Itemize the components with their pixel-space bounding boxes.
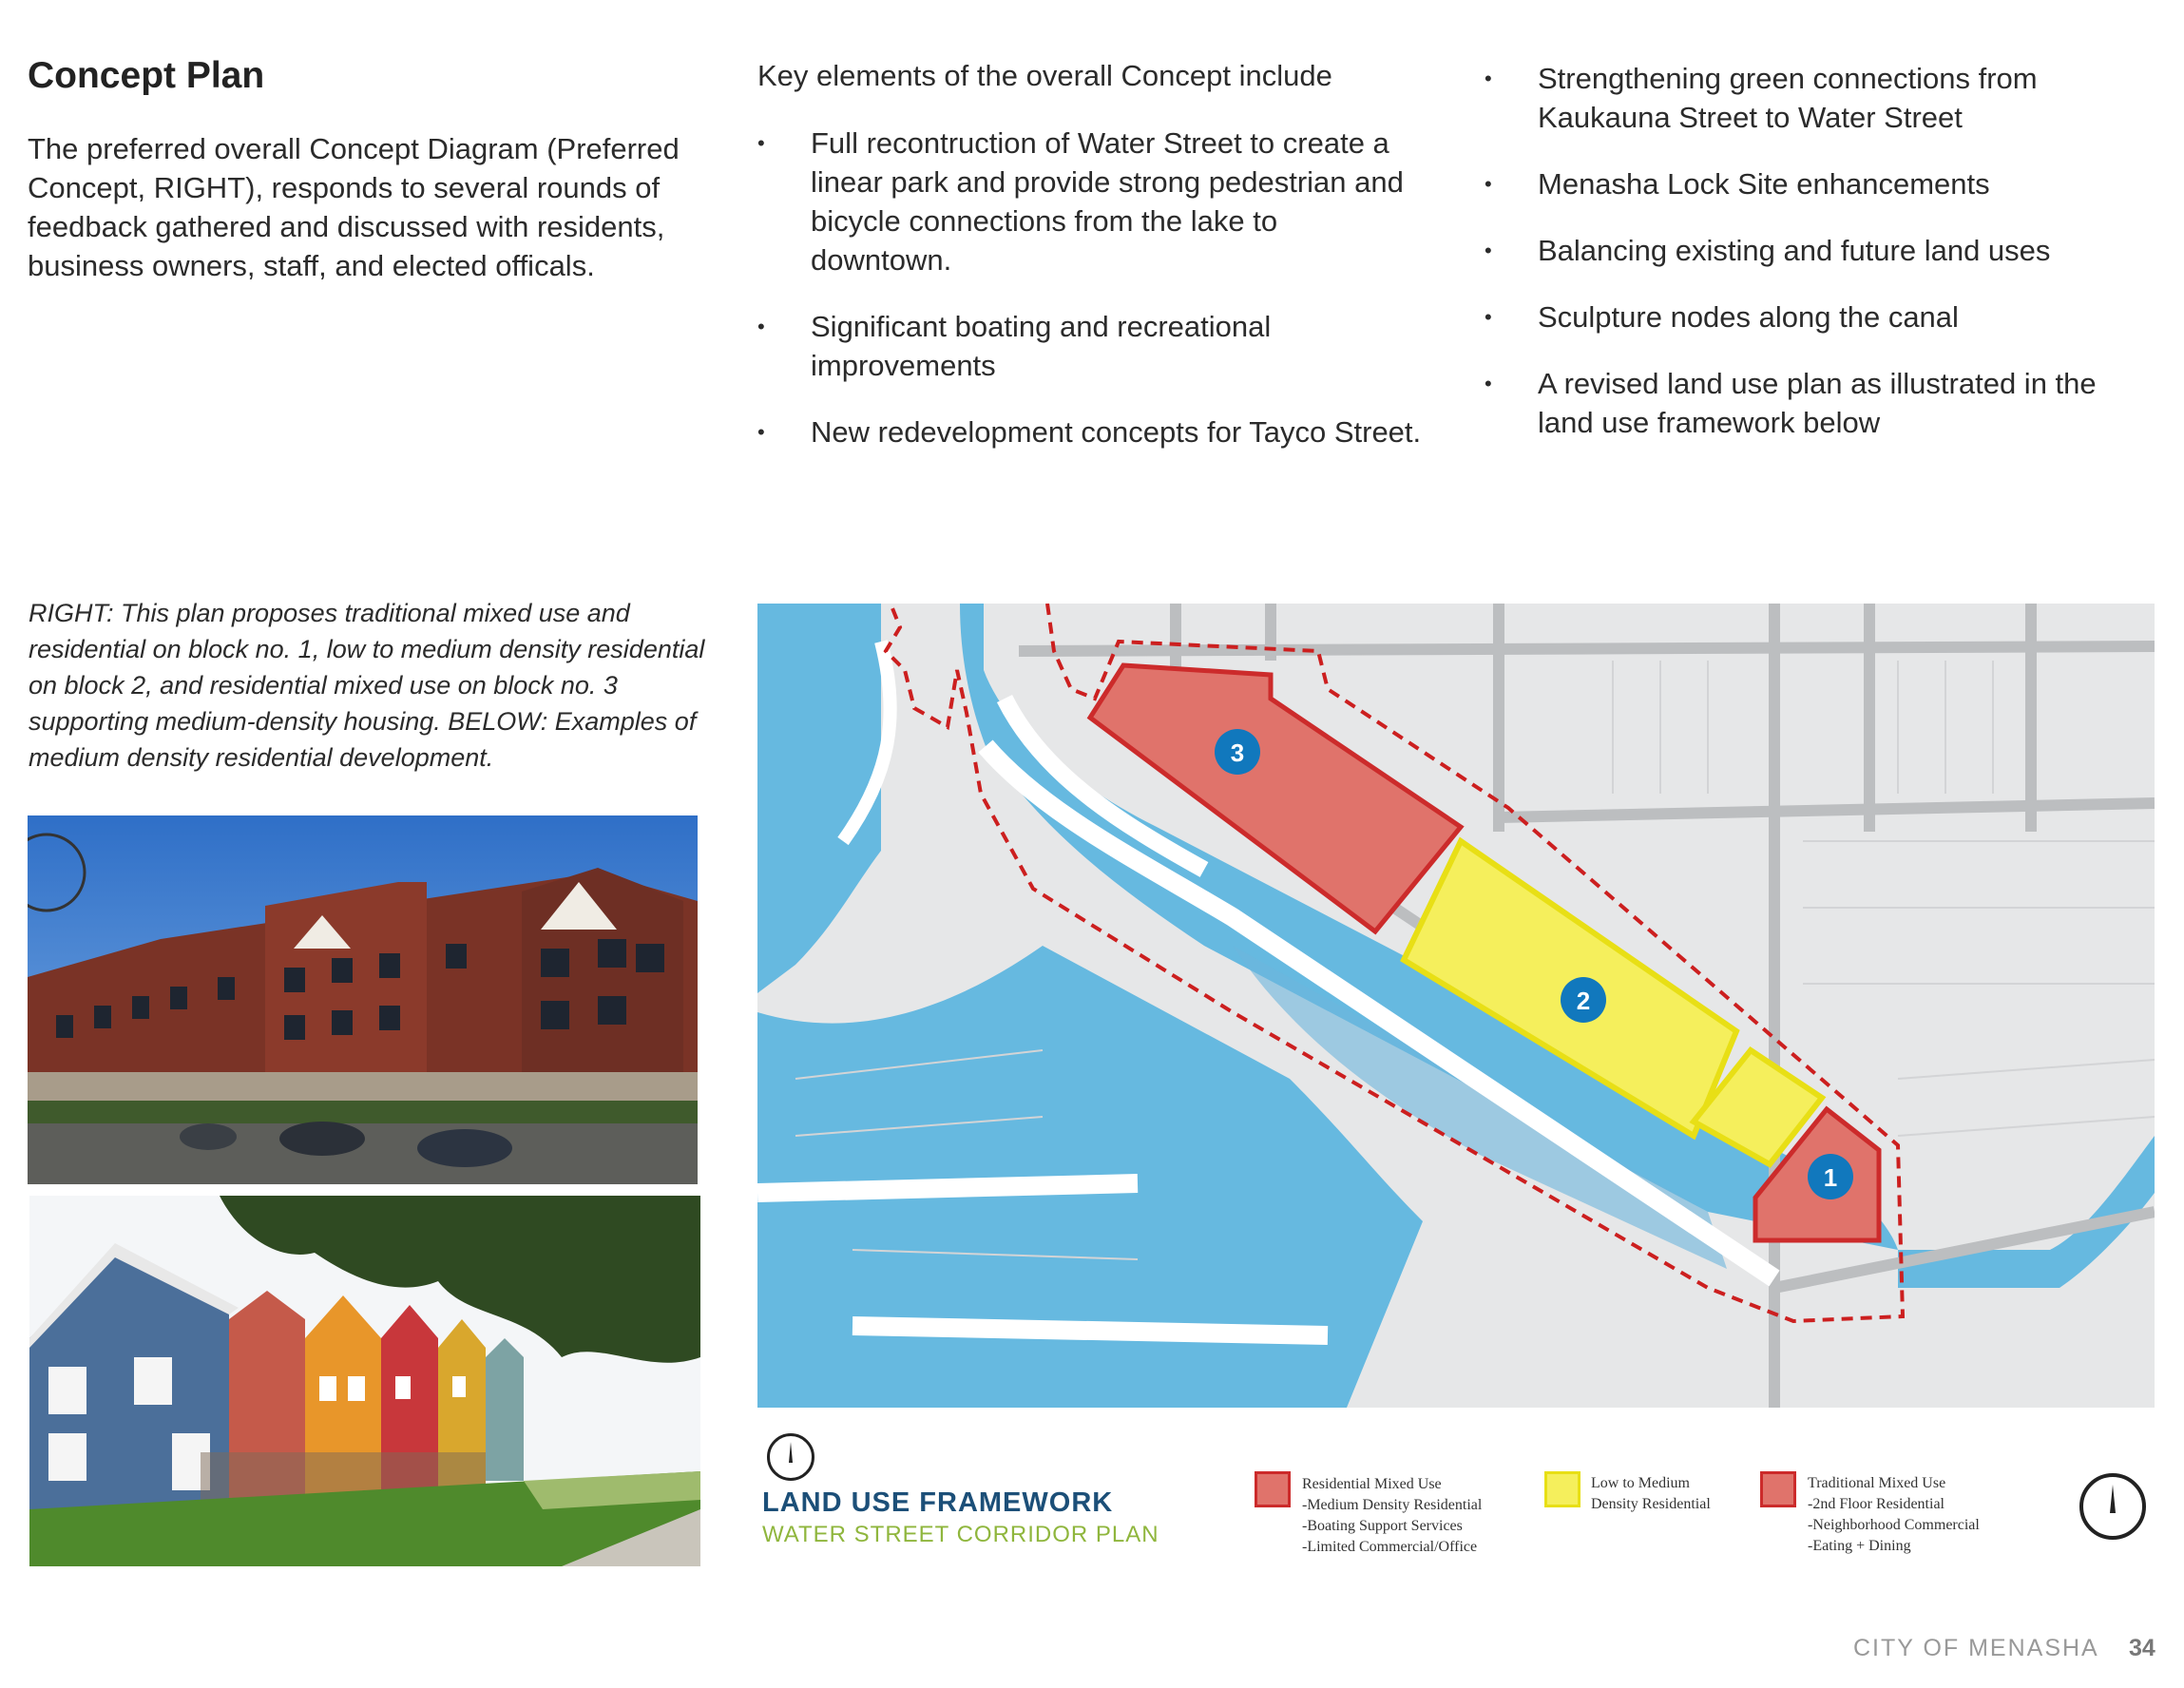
list-item: • Significant boating and recreational improvements bbox=[757, 307, 1423, 385]
list-item: • Balancing existing and future land uses bbox=[1485, 231, 2150, 270]
list-item: • Menasha Lock Site enhancements bbox=[1485, 164, 2150, 203]
apartment-building-photo bbox=[28, 815, 698, 1184]
legend-swatch-traditional-mixed-use bbox=[1760, 1471, 1796, 1507]
legend-label-residential-mixed-use: Residential Mixed Use -Medium Density Residential -Boating Support Services -Limited Commercial/Office bbox=[1302, 1476, 1483, 1555]
block-number-3: 3 bbox=[1230, 738, 1245, 767]
key-elements-heading: Key elements of the overall Concept include bbox=[757, 59, 1332, 92]
key-elements-list-left bbox=[757, 124, 1423, 479]
list-item: • New redevelopment concepts for Tayco Street. bbox=[757, 412, 1423, 451]
block-label-1 bbox=[1808, 1154, 1853, 1199]
list-item: • Sculpture nodes along the canal bbox=[1485, 297, 2150, 336]
legend-label-traditional-mixed-use: Traditional Mixed Use -2nd Floor Residential -Neighborhood Commercial -Eating + Dining bbox=[1808, 1475, 1980, 1554]
figure-caption: RIGHT: This plan proposes traditional mixed use and residential on block no. 1, low to medium density residential on block 2, and residential mixed use on block no. 3 supporting medium-density housing. BELOW: Examples of medium density residential development. bbox=[29, 599, 705, 772]
legend-swatch-low-medium-density bbox=[1544, 1471, 1581, 1507]
block-number-1: 1 bbox=[1823, 1163, 1838, 1192]
footer-city-name: CITY OF MENASHA bbox=[1853, 1635, 2099, 1661]
north-arrow-icon bbox=[767, 1433, 814, 1481]
list-item: • A revised land use plan as illustrated in the land use framework below bbox=[1485, 364, 2150, 442]
block-label-2 bbox=[1561, 977, 1606, 1023]
intro-paragraph: The preferred overall Concept Diagram (Preferred Concept, RIGHT), responds to several rounds of feedback gathered and discussed with residents, business owners, staff, and elected officals. bbox=[28, 132, 680, 282]
compass-icon bbox=[2079, 1473, 2146, 1540]
list-item: • Strengthening green connections from Kaukauna Street to Water Street bbox=[1485, 59, 2150, 137]
page-number: 34 bbox=[2129, 1635, 2155, 1661]
legend-swatch-residential-mixed-use bbox=[1255, 1471, 1291, 1507]
map-title: LAND USE FRAMEWORK bbox=[762, 1487, 1114, 1518]
block-label-3 bbox=[1215, 729, 1260, 775]
key-elements-list-right bbox=[1485, 59, 2150, 470]
list-item: • Full recontruction of Water Street to create a linear park and provide strong pedestrian and bicycle connections from the lake to downtown. bbox=[757, 124, 1423, 279]
map-subtitle: WATER STREET CORRIDOR PLAN bbox=[762, 1522, 1159, 1547]
colorful-houses-photo bbox=[29, 1196, 700, 1566]
land-use-map bbox=[757, 604, 2155, 1408]
legend-label-low-medium-density: Low to Medium Density Residential bbox=[1591, 1475, 1711, 1512]
page-heading: Concept Plan bbox=[28, 55, 265, 96]
block-number-2: 2 bbox=[1576, 987, 1591, 1015]
